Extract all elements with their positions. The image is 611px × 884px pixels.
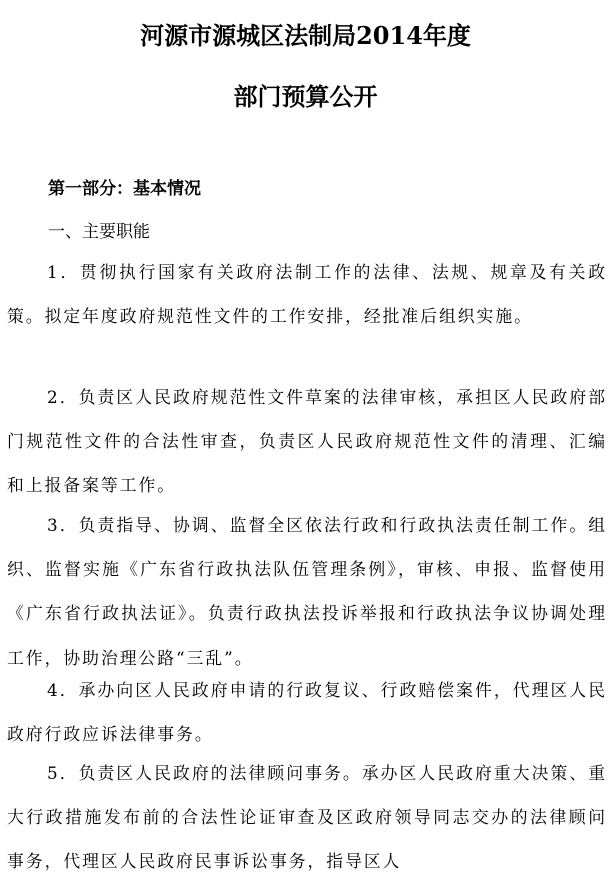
- document-title-line-1: 河源市源城区法制局2014年度: [140, 21, 471, 50]
- paragraph-4: 4．承办向区人民政府申请的行政复议、行政赔偿案件，代理区人民政府行政应诉法律事务。: [7, 680, 607, 745]
- part-heading: 第一部分：基本情况: [48, 179, 201, 199]
- paragraph-1: 1．贯彻执行国家有关政府法制工作的法律、法规、规章及有关政策。拟定年度政府规范性文件的工作安排，经批准后组织实施。: [7, 262, 607, 327]
- section-heading: 一、主要职能: [48, 222, 150, 242]
- paragraph-2: 2．负责区人民政府规范性文件草案的法律审核，承担区人民政府部门规范性文件的合法性审查，负责区人民政府规范性文件的清理、汇编和上报备案等工作。: [7, 387, 607, 496]
- paragraph-5: 5．负责区人民政府的法律顾问事务。承办区人民政府重大决策、重大行政措施发布前的合法性论证审查及区政府领导同志交办的法律顾问事务，代理区人民政府民事诉讼事务，指导区人: [7, 763, 607, 872]
- paragraph-3: 3．负责指导、协调、监督全区依法行政和行政执法责任制工作。组织、监督实施《广东省行政执法队伍管理条例》，审核、申报、监督使用《广东省行政执法证》。负责行政执法投诉举报和行政执法争议协调处理工作，协助治理公路“三乱”。: [7, 515, 607, 668]
- document-title-line-2: 部门预算公开: [233, 82, 378, 111]
